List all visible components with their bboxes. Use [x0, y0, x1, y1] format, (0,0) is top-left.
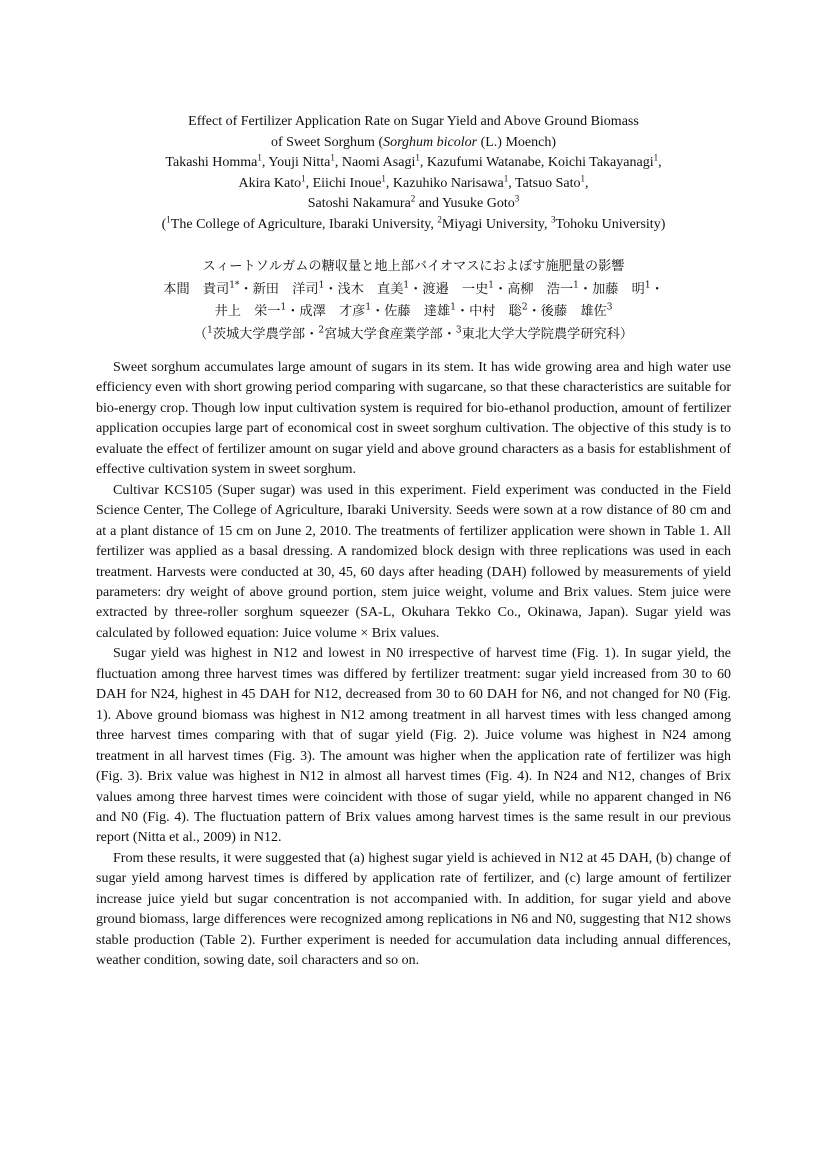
paragraph-conclusions: From these results, it were suggested that (a) highest sugar yield is achieved in N12 at 45 DAH, (b) change of sugar yield among harvest times is differed by application rate of fertilizer, and (c) large amount of fertilizer increase juice yield but sugar concentration is not accompanied with. In addition, for sugar yield and above ground biomass, large differences were recognized among replications in N6 and N0, suggesting that N12 shows stable production (Table 2). Further experiment is needed for accumulation data including annual differences, weather condition, sowing date, soil characters and so on. [96, 850, 731, 969]
affiliation-2: 宮城大学食産業学部・ [324, 326, 456, 342]
author-name: 本間 貴司 [163, 281, 230, 297]
affiliation-2: Miyagi University, [441, 216, 552, 232]
title-prefix: of Sweet Sorghum ( [270, 134, 384, 150]
affiliation-marker: 1 [381, 173, 386, 184]
paragraph-methods: Cultivar KCS105 (Super sugar) was used in this experiment. Field experiment was conducted in the Field Science Center, The College of Agriculture, Ibaraki University. Seeds were sown at a row distance of 80 cm and at a plant distance of 15 cm on June 2, 2010. The treatments of fertilizer application were shown in Table 1. All fertilizer was applied as a basal dressing. A randomized block design with three replications was used in each treatment. Harvests were conducted at 30, 45, 60 days after heading (DAH) followed by measurements of yield parameters: dry weight of above ground portion, stem juice weight, volume and Brix values. Stem juice were extracted by three-roller sorghum squeezer (SA-L, Okuhara Tekko Co., Okinawa, Japan). Sugar yield was calculated by followed equation: Juice volume × Brix values. [96, 482, 731, 641]
japanese-author-line-1 [60, 279, 767, 302]
author-separator: , [261, 155, 269, 171]
paper-title-line-1: Effect of Fertilizer Application Rate on Sugar Yield and Above Ground Biomass [188, 114, 639, 129]
author-name: 後藤 雄佐 [540, 304, 607, 319]
author-name: 新田 洋司 [252, 281, 319, 297]
author-name: 渡邉 一史 [422, 281, 489, 297]
affiliation-3: Tohoku University) [555, 216, 666, 232]
affiliation-marker: 2 [318, 325, 325, 336]
affiliation-marker: 1 [503, 173, 509, 184]
author-name: Eiichi Inoue [312, 175, 382, 191]
affiliation-3: 東北大学大学院農学研究科） [461, 326, 634, 342]
paper-title-line-2 [60, 133, 767, 154]
author-separator: ・ [527, 304, 541, 319]
author-name: 中村 聡 [469, 304, 522, 319]
affiliation-marker: 1 [644, 280, 651, 291]
author-separator: , [305, 175, 313, 191]
author-separator: ・ [286, 304, 300, 319]
author-separator: ・ [494, 281, 508, 297]
author-line-3 [60, 194, 767, 215]
affiliation-marker: 1 [257, 152, 262, 163]
author-name: Naomi Asagi [341, 155, 416, 171]
author-separator: , [385, 175, 393, 191]
affiliation-marker: 3 [455, 325, 462, 336]
paragraph-results: Sugar yield was highest in N12 and lowest in N0 irrespective of harvest time (Fig. 1). In sugar yield, the fluctuation among three harvest times was differed by fertilizer treatment: sugar yield increased from 30 to 60 DAH for N24, highest in 45 DAH for N12, decreased from 30 to 60 DAH for N6, and not changed for N0 (Fig. 1). Above ground biomass was highest in N12 among treatment in all harvest times with less changed among three harvest times comparing with that of sugar yield (Fig. 2). Juice volume was highest in N24 among treatment in all harvest times (Fig. 3). The amount was higher when the application rate of fertilizer was high (Fig. 3). Brix value was highest in N12 in almost all harvest times (Fig. 4). In N24 and N12, changes of Brix values among three harvest times were coincident with those of sugar yield, while no apparent changed in N6 and N0 (Fig. 4). The fluctuation pattern of Brix values among harvest times is the same result in our previous report (Nitta et al., 2009) in N12. [96, 646, 731, 846]
author-name: 加藤 明 [592, 281, 645, 297]
affiliation-marker: 2 [521, 302, 528, 313]
affiliation-marker: 1 [488, 280, 495, 291]
author-separator: , [508, 175, 515, 191]
author-separator: , [658, 155, 662, 171]
paragraph-introduction: Sweet sorghum accumulates large amount of sugars in its stem. It has wide growing area and high water use efficiency even with short growing period comparing with sugarcane, so that these characteristics are suitable for bio-energy crop. Though low input cultivation system is required for bio-ethanol production, amount of fertilizer application occupies large part of economical cost in sweet sorghum cultivation. The objective of this study is to evaluate the effect of fertilizer amount on sugar yield and above ground characters as a basis for establishment of effective cultivation system in sweet sorghum. [96, 360, 731, 478]
author-name: 井上 栄一 [214, 304, 281, 319]
affiliation-paren: （ [193, 326, 208, 342]
author-name: 成澤 才彦 [299, 304, 366, 319]
title-suffix: (L.) Moench) [477, 134, 557, 150]
affiliation-marker: 1 [365, 302, 372, 313]
author-separator: , [584, 175, 589, 191]
affiliation-marker: 1 [415, 152, 420, 163]
japanese-title: スィートソルガムの糖収量と地上部バイオマスにおよぼす施肥量の影響 [202, 259, 625, 274]
affiliation-marker: 1 [318, 280, 325, 291]
author-name: Tatsuo Sato [514, 175, 581, 191]
author-name: Youji Nitta [268, 155, 331, 171]
author-separator: , [419, 155, 427, 171]
author-line-1 [60, 153, 767, 174]
affiliation-marker: 1 [573, 280, 579, 291]
author-name: Kazuhiko Narisawa [392, 175, 504, 191]
author-name: 佐藤 達雄 [384, 304, 451, 319]
species-name: Sorghum bicolor [383, 134, 478, 150]
affiliation-marker: 1 [207, 325, 213, 336]
japanese-author-line-2 [60, 301, 767, 324]
author-separator: ・ [324, 281, 338, 297]
author-separator: , [334, 155, 342, 171]
author-separator: ・ [371, 304, 385, 319]
author-line-2 [60, 174, 767, 195]
author-name: Satoshi Nakamura [307, 196, 411, 212]
author-name: Takashi Homma [165, 155, 258, 171]
affiliation-marker: 1 [166, 214, 171, 225]
affiliation-paren: ( [161, 216, 167, 232]
affiliation-marker: 1* [229, 280, 240, 291]
affiliations-line [60, 215, 767, 236]
author-name: 浅木 直美 [337, 281, 404, 297]
affiliation-marker: 1 [450, 302, 456, 313]
affiliation-marker: 1 [330, 152, 335, 163]
author-name: Akira Kato [238, 175, 302, 191]
affiliation-marker: 3 [606, 302, 613, 313]
affiliation-marker: 3 [514, 193, 520, 204]
english-header [60, 112, 767, 236]
affiliation-1: 茨城大学農学部・ [212, 326, 319, 342]
author-name: Kazufumi Watanabe, Koichi Takayanagi [426, 155, 654, 171]
abstract-body [96, 358, 731, 972]
affiliation-marker: 2 [410, 193, 416, 204]
author-name: 高柳 浩一 [507, 281, 574, 297]
affiliation-1: The College of Agriculture, Ibaraki University, [170, 216, 438, 232]
author-name: Yusuke Goto [442, 196, 515, 212]
author-separator: ・ [650, 281, 664, 297]
affiliation-marker: 2 [437, 214, 442, 225]
author-separator: ・ [455, 304, 470, 319]
affiliation-marker: 3 [551, 214, 556, 225]
author-separator: ・ [239, 281, 253, 297]
author-separator: ・ [578, 281, 593, 297]
affiliation-marker: 1 [580, 173, 585, 184]
affiliation-marker: 1 [403, 280, 410, 291]
japanese-affiliations [60, 324, 767, 347]
author-separator: and [415, 196, 442, 212]
japanese-header [60, 256, 767, 346]
affiliation-marker: 1 [280, 302, 287, 313]
author-separator: ・ [409, 281, 423, 297]
affiliation-marker: 1 [653, 152, 659, 163]
affiliation-marker: 1 [301, 173, 306, 184]
